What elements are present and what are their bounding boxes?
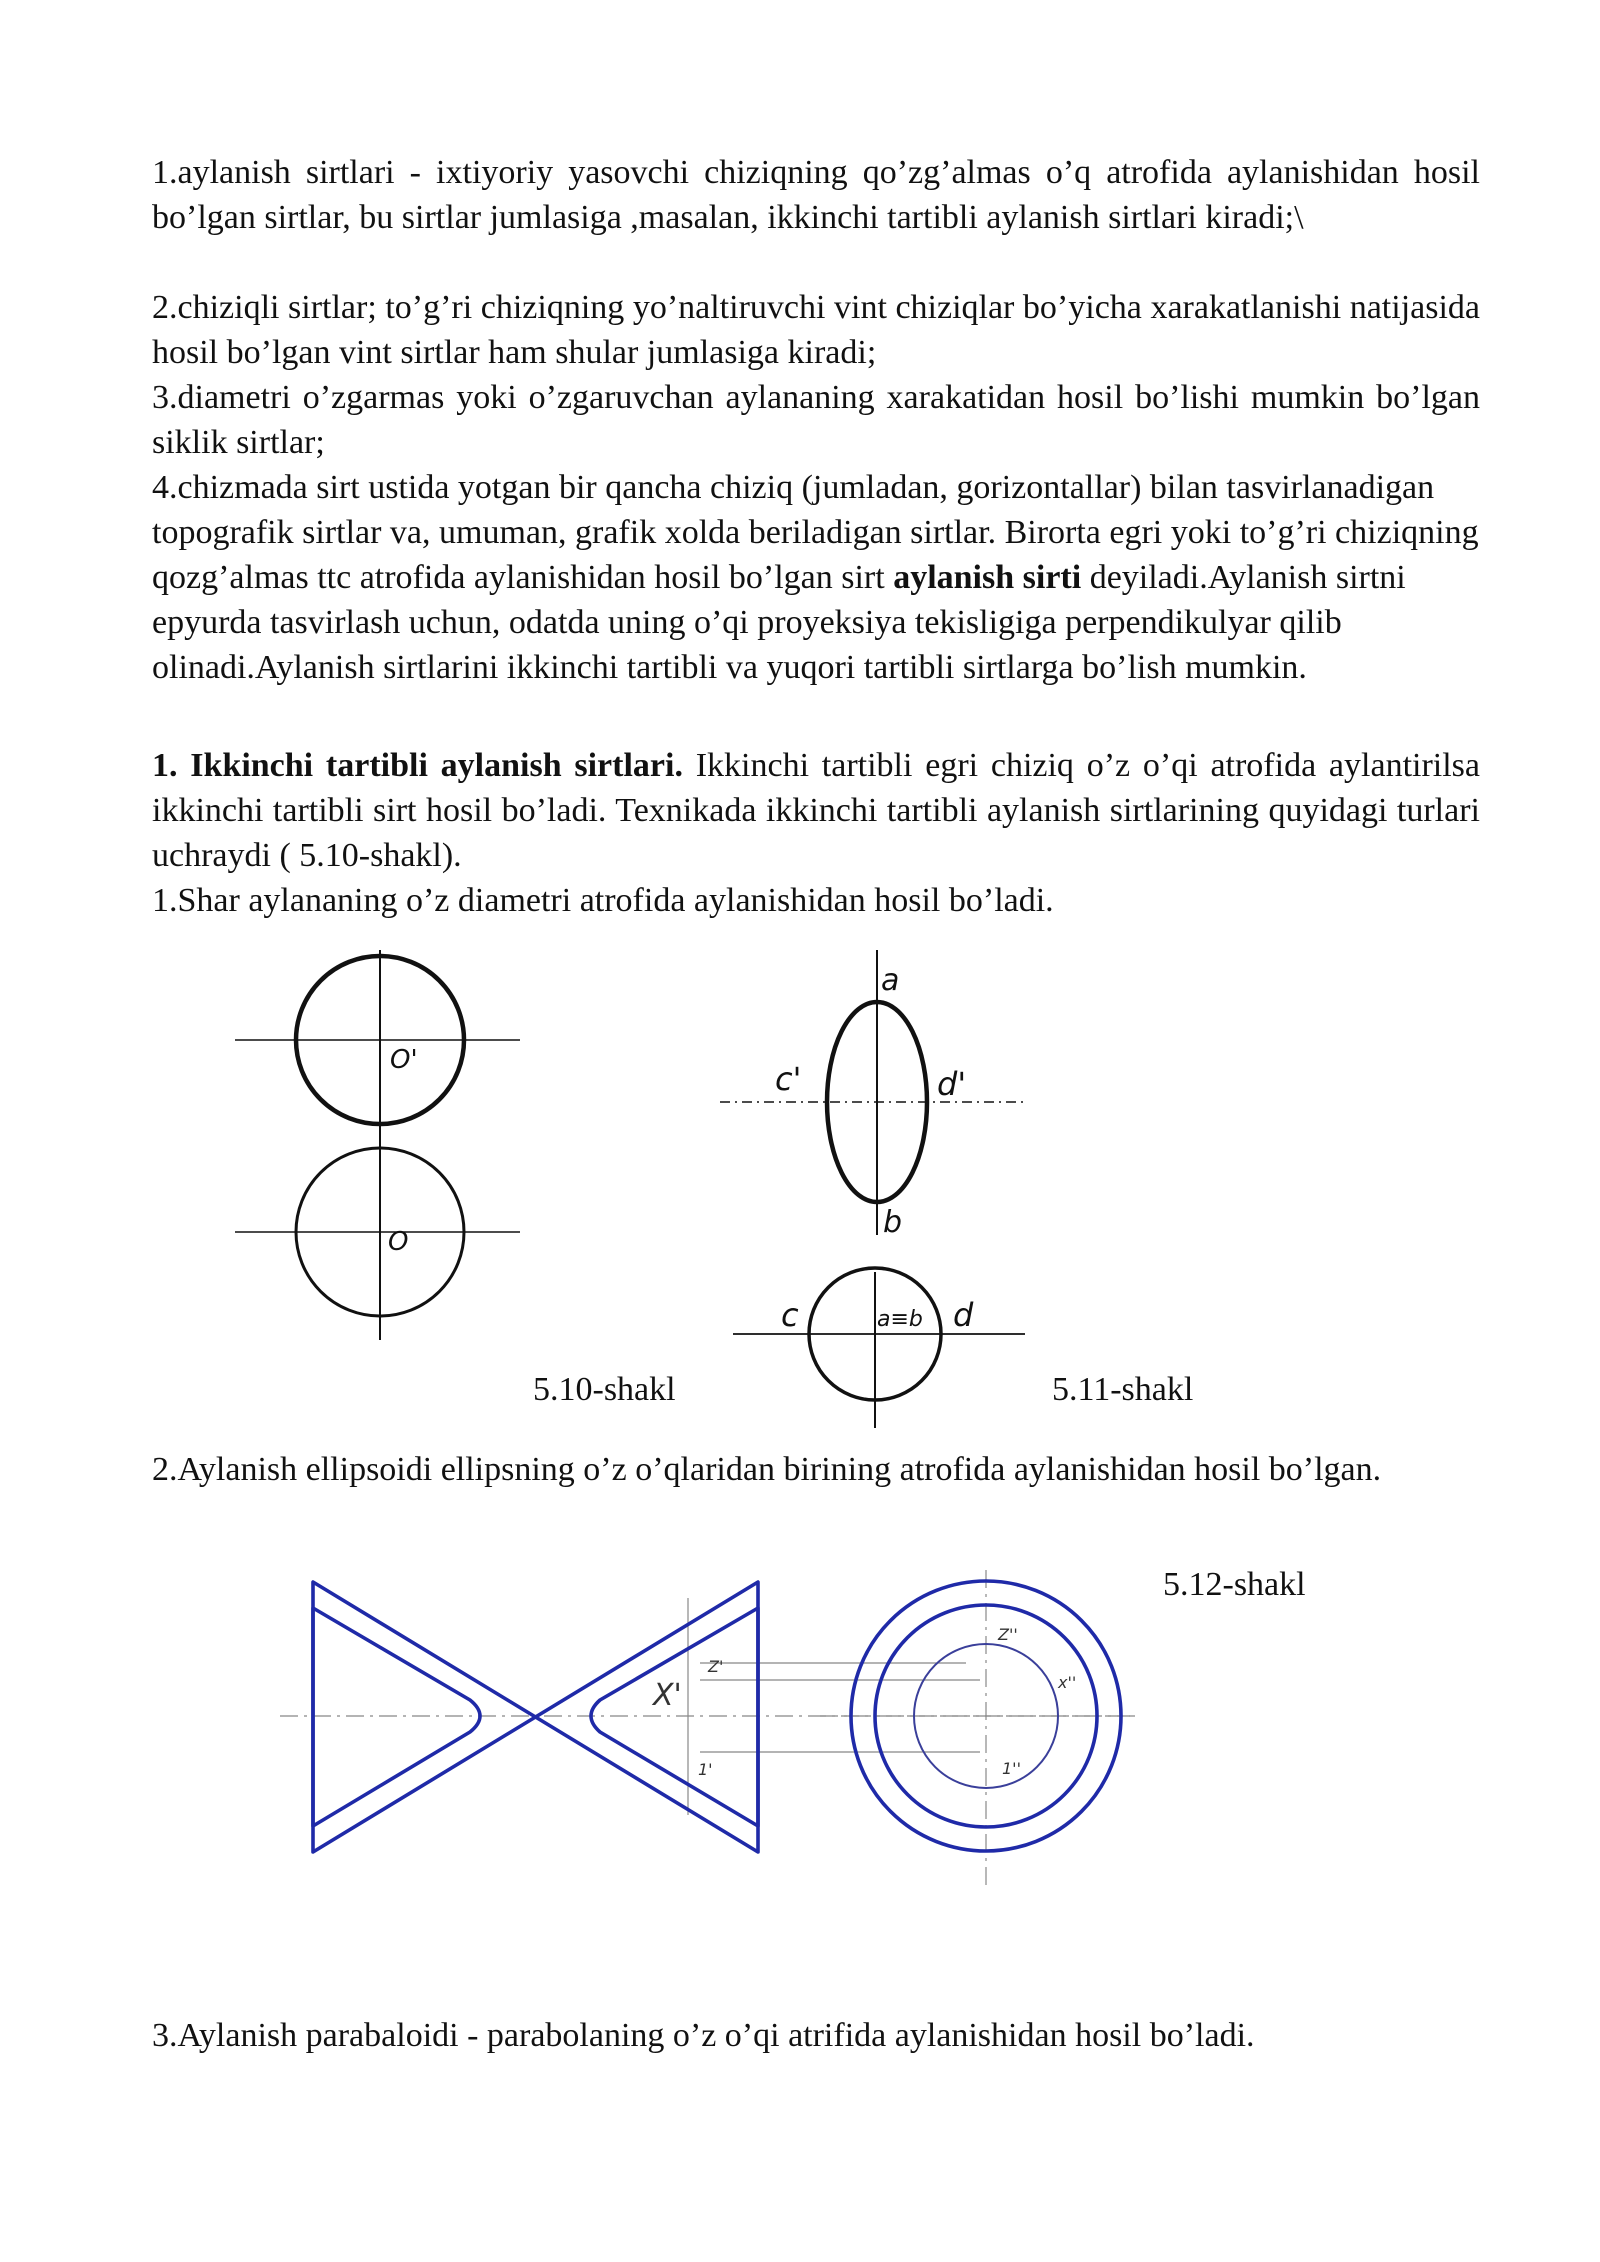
label-x-double-prime: x''	[1058, 1673, 1077, 1692]
caption-5-10: 5.10-shakl	[533, 1371, 676, 1408]
section-heading: 1. Ikkinchi tartibli aylanish sirtlari.	[152, 747, 683, 784]
paragraph-3: 3.diametri o’zgarmas yoki o’zgaruvchan aylananing xarakatidan hosil bo’lishi mumkin bo’lgan siklik sirtlar;	[152, 379, 1480, 461]
figure-5-11-ellipsoid	[715, 950, 1035, 1430]
caption-5-12: 5.12-shakl	[1163, 1566, 1306, 1603]
paragraph-4-lead: 4.chizmada sirt ustida yotgan bir qancha chiziq (jumladan, gorizontallar) bilan tasvirlanadigan topografik sirtlar va, umuman, grafik xolda beriladigan sirtlar. Birorta egri yoki to’g’ri chiziqning qozg’almas ttc atrofida aylanishidan hosil bo’lgan sirt	[152, 469, 1479, 596]
label-d: d	[953, 1296, 974, 1334]
paragraph-7: 2.Aylanish ellipsoidi ellipsning o’z o’qlaridan birining atrofida aylanishidan hosil bo’lgan.	[152, 1451, 1382, 1488]
label-o: O	[388, 1227, 409, 1257]
term-aylanish-sirti: aylanish sirti	[893, 559, 1082, 596]
label-b: b	[883, 1205, 903, 1240]
label-o-prime: O'	[390, 1045, 418, 1075]
paragraph-1: 1.aylanish sirtlari - ixtiyoriy yasovchi chiziqning qo’zg’almas o’q atrofida aylanishidan hosil bo’lgan sirtlar, bu sirtlar jumlasiga ,masalan, ikkinchi tartibli aylanish sirtlari kiradi;\	[152, 154, 1480, 236]
label-d-prime: d'	[937, 1065, 967, 1103]
paragraph-6: 1.Shar aylananing o’z diametri atrofida aylanishidan hosil bo’ladi.	[152, 882, 1054, 919]
label-x-prime: X'	[653, 1678, 682, 1713]
figure-5-12-hyperboloid	[280, 1570, 1140, 1890]
label-a-equiv-b: a≡b	[877, 1307, 923, 1332]
paragraph-4-tail: deyiladi.Aylanish sirtni epyurda tasvirlash uchun, odatda uning o’qi proyeksiya tekisligiga perpendikulyar qilib olinadi.Aylanish sirtlarini ikkinchi tartibli va yuqori tartibli sirtlarga bo’lish mumkin.	[152, 559, 1406, 686]
label-z-prime: Z'	[708, 1657, 724, 1676]
paragraph-5	[152, 743, 1480, 878]
label-1-double-prime: 1''	[1002, 1759, 1021, 1778]
paragraph-8: 3.Aylanish parabaloidi - parabolaning o’z o’qi atrifida aylanishidan hosil bo’ladi.	[152, 2017, 1255, 2054]
label-a: a	[881, 963, 900, 998]
paragraph-4	[152, 465, 1480, 690]
label-1-prime: 1'	[698, 1760, 713, 1779]
figure-5-10-sphere	[230, 950, 530, 1350]
paragraph-5-tail: Ikkinchi tartibli egri chiziq o’z o’qi atrofida aylantirilsa ikkinchi tartibli sirt hosil bo’ladi. Texnikada ikkinchi tartibli aylanish sirtlarining quyidagi turlari uchraydi ( 5.10-shakl).	[152, 747, 1480, 874]
paragraph-2: 2.chiziqli sirtlar; to’g’ri chiziqning yo’naltiruvchi vint chiziqlar bo’yicha xarakatlanishi natijasida hosil bo’lgan vint sirtlar ham shular jumlasiga kiradi;	[152, 289, 1480, 371]
label-z-double-prime: Z''	[998, 1625, 1018, 1644]
caption-5-11: 5.11-shakl	[1052, 1371, 1194, 1408]
label-c-prime: c'	[775, 1060, 802, 1098]
label-c: c	[781, 1296, 799, 1334]
